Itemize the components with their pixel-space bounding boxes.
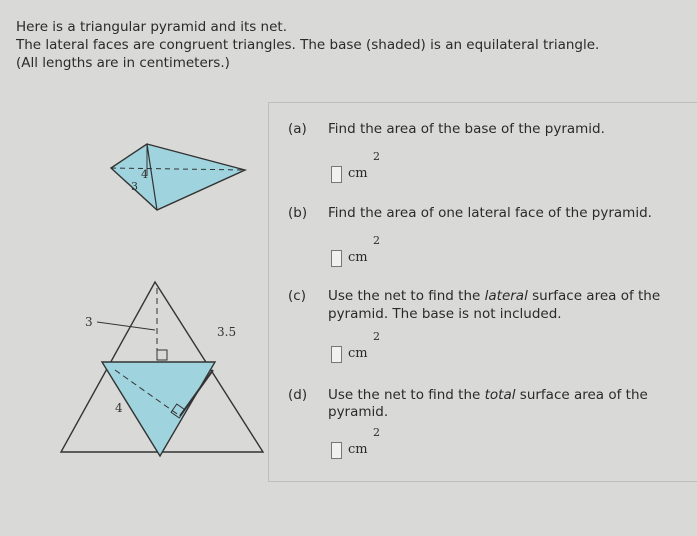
net-label-top: 3 <box>85 315 93 329</box>
question-d-line-2: pyramid. <box>328 404 389 420</box>
answer-b-exponent: 2 <box>373 234 380 247</box>
net-pointer-top <box>97 322 155 330</box>
question-c-text-1: Use the net to find the <box>328 288 485 304</box>
intro-line-1: Here is a triangular pyramid and its net. <box>16 19 288 35</box>
net-label-left: 4 <box>115 401 123 415</box>
net-right-angle-top <box>157 350 167 360</box>
answer-a-exponent: 2 <box>373 150 380 163</box>
pyramid-label-base: 3 <box>131 180 138 193</box>
intro-line-3: (All lengths are in centimeters.) <box>16 55 230 71</box>
answer-b-unit: cm <box>348 250 368 265</box>
question-c-label: (c) <box>288 288 306 304</box>
question-c-text-1b: surface area of the <box>527 288 661 304</box>
question-d-label: (d) <box>288 387 308 403</box>
answer-d-exponent: 2 <box>373 426 380 439</box>
question-d-text-1: Use the net to find the <box>328 387 485 403</box>
question-d-text-1b: surface area of the <box>515 387 648 403</box>
pyramid-label-slant: 4 <box>141 168 148 181</box>
net-label-right: 3.5 <box>217 325 237 339</box>
answer-c-unit: cm <box>348 346 368 361</box>
net-figure <box>55 278 270 463</box>
answer-a-unit: cm <box>348 166 368 181</box>
problem-intro <box>16 18 599 72</box>
question-c-line-2: pyramid. The base is not included. <box>328 306 562 322</box>
question-b-label: (b) <box>288 205 308 221</box>
answer-a-input[interactable] <box>331 166 342 183</box>
question-a-text: Find the area of the base of the pyramid. <box>328 121 605 137</box>
pyramid-shape <box>111 144 245 210</box>
question-a <box>288 120 605 138</box>
intro-line-2: The lateral faces are congruent triangles. The base (shaded) is an equilateral triangle. <box>16 37 600 53</box>
question-c <box>288 287 660 305</box>
question-b <box>288 204 652 222</box>
answer-d-input[interactable] <box>331 442 342 459</box>
answer-c-exponent: 2 <box>373 330 380 343</box>
answer-c-input[interactable] <box>331 346 342 363</box>
question-b-text: Find the area of one lateral face of the pyramid. <box>328 205 652 221</box>
question-a-label: (a) <box>288 121 307 137</box>
question-c-emphasis: lateral <box>484 288 528 304</box>
pyramid-figure <box>105 138 255 220</box>
answer-d-unit: cm <box>348 442 368 457</box>
question-d-emphasis: total <box>484 387 516 403</box>
answer-b-input[interactable] <box>331 250 342 267</box>
question-d <box>288 386 648 404</box>
